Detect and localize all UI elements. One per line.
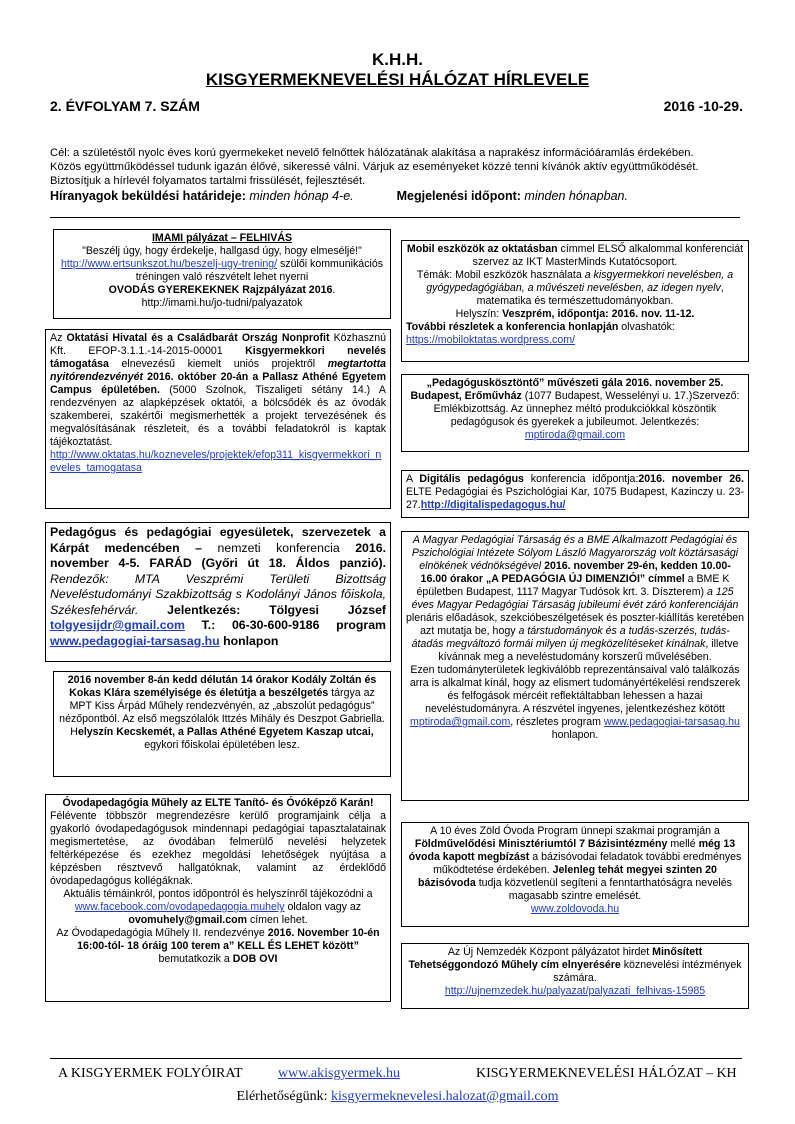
digital-t3: ELTE Pedagógiai és Pszichológiai Kar, 1075 Budapest, Kazinczy u. 23-27. — [406, 486, 744, 511]
intro-line-2: Közös együttműködéssel tudunk igazán élővé, sikeressé válni. Várjuk az eseményeket közzé tenni kívánók aktív együttműködését. — [50, 161, 699, 173]
mpt-t4: Ezen tudományterületek legkiválóbb reprezentánsaival való találkozás arra is alkalmat kínál, hogy az elismert tudományértékelési rendszerek és felfogások mércéit reflektáltabban lehessen a hazai neveléstudományra. A részvétel ingyenes, jelentkezéshez kötött — [409, 664, 741, 715]
mobil-box — [401, 240, 749, 362]
mobil-i1: a kisgyermekkori nevelésben, a gyógypedagógiában, a művészeti nevelésben, az idegen nyelv — [426, 269, 734, 294]
footer-journal: A KISGYERMEK FOLYÓIRAT — [58, 1066, 243, 1081]
mpt-i3: a társtudományok és a tudás-szerzés, tudás-átadás megváltozó formái milyen új megközelítéseket kínálnak — [411, 625, 730, 650]
mobil-t5: olvashatók: — [618, 321, 675, 333]
issue-date: 2016 -10-29. — [663, 98, 743, 114]
elte-t2: Aktuális témáinkról, pontos időpontról és helyszínről tájékozódni a — [63, 888, 373, 900]
intro-deadlines — [50, 189, 760, 203]
digital-t1: A — [406, 473, 420, 485]
imami-quote: "Beszélj úgy, hogy érdekelje, hallgasd úgy, hogy elmeséljé!" — [82, 245, 362, 257]
gala-box — [401, 374, 749, 452]
oh-box — [45, 329, 391, 509]
masthead-abbr: K.H.H. — [372, 50, 423, 69]
digital-link[interactable]: http://digitalispedagogus.hu/ — [420, 499, 566, 511]
ujnemzedek-t1: Az Új Nemzedék Központ pályázatot hirdet — [447, 946, 653, 958]
mpt-t6: honlapon. — [551, 729, 599, 741]
oh-t3: elnevezésű kiemelt uniós projektről — [108, 358, 328, 370]
elte-facebook-link[interactable]: www.facebook.com/ovodapedagogia.muhely — [74, 901, 285, 913]
mpt-email-link[interactable]: mptiroda@gmail.com — [410, 716, 511, 728]
ujnemzedek-link-wrap — [406, 985, 744, 998]
footer-web — [278, 1066, 400, 1082]
mpt-t2: plenáris előadások, szekcióbeszélgetések és poszter-kiállítás keretében azt mutatja be, hogy — [406, 612, 745, 637]
oh-t2: Közhasznú Kft. EFOP-3.1.1.-14-2015-00001 — [50, 332, 386, 357]
gala-t1: (1077 Budapest, Wesselényi u. 17.)Szervező: Emlékbizottság. Az ünnephez méltó produkciókkal köszöntik pedagógusok és gyerekek a jubileumot. Jelentkezés: — [433, 390, 740, 428]
imami-contest-dot: . — [332, 284, 336, 296]
zold-link-wrap — [406, 903, 744, 916]
zold-t2: mellé — [667, 838, 699, 850]
oh-t1: Az — [50, 332, 67, 344]
mpt-web-link[interactable]: www.pedagogiai-tarsasag.hu — [603, 716, 740, 728]
imami-title: IMAMI pályázat – FELHIVÁS — [151, 232, 293, 244]
karpat-web-link[interactable]: www.pedagogiai-tarsasag.hu — [50, 633, 220, 648]
footer-network: KISGYERMEKNEVELÉSI HÁLÓZAT – KH — [476, 1066, 737, 1081]
footer-contact-email[interactable]: kisgyermeknevelesi.halozat@gmail.com — [330, 1089, 559, 1104]
zold-b2: még 13 óvoda kapott megbízást — [408, 838, 736, 863]
zold-link[interactable]: www.zoldovoda.hu — [530, 903, 620, 915]
oh-link-wrap — [50, 449, 386, 475]
imami-link[interactable]: http://www.ertsunkszot.hu/beszelj-ugy-trening/ — [60, 258, 278, 270]
mobil-b1: Mobil eszközök az oktatásban — [406, 243, 558, 255]
deadline-label: Híranyagok beküldési határideje: — [50, 189, 246, 203]
mobil-topics — [406, 269, 744, 308]
karpat-b1: Pedagógus és pedagógiai egyesületek, szervezetek a Kárpát medencében – — [50, 525, 386, 555]
imami-text: szülői kommunikációs tréningen való részvételt lehet nyerni — [135, 258, 384, 283]
imami-contest-title: OVODÁS GYEREKEKNEK Rajzpályázat 2016 — [108, 284, 333, 296]
elte-t4: címen lehet. — [247, 914, 308, 926]
gala-email-link[interactable]: mptiroda@gmail.com — [524, 429, 626, 441]
mpt-b1: 2016. november 29-én, kedden 10.00-16.00 órakor „A PEDAGÓGIA ÚJ DIMENZIÓI” címmel — [420, 560, 731, 585]
mpt-t5: , részletes program — [510, 716, 604, 728]
elte-info — [50, 888, 386, 927]
mobil-b2: Veszprém, időpontja: 2016. nov. 11-12. — [502, 308, 695, 320]
digital-box — [401, 470, 749, 518]
karpat-b4: T.: 06-30-600-9186 program — [185, 618, 386, 632]
oh-b3: 2016. október 20-án a Pallasz Athéné Egyetem Campus épületében. — [50, 371, 386, 396]
zold-b1: Földművelődési Minisztériumtól 7 Bázisintézmény — [414, 838, 668, 850]
mpt-i2: a 125 éves Magyar Pedagógiai Társaság jubileumi évét záró konferenciáján — [411, 586, 739, 611]
mobil-b3: További részletek a konferencia honlapján — [406, 321, 619, 333]
oh-b1: Oktatási Hivatal és a Családbarát Ország Nonprofit — [66, 332, 330, 344]
oh-t4: (5000 Szolnok, Tiszaligeti sétány 14.) A rendezvényen az alapképzések oktatói, a bölcsődék és az óvodák szakemberei, szakértői megismerhették a projekt tervezésének és megvalósításának részleteit, és a további feladatokról is kaptak tájékoztatást. — [50, 384, 386, 448]
elte-box — [45, 794, 391, 1002]
zold-t1: A 10 éves Zöld Óvoda Program ünnepi szakmai programján a — [430, 825, 720, 837]
oh-b2: Kisgyermekkori nevelés támogatása — [50, 345, 386, 370]
intro-line-3: Biztosítjuk a hírlevél folyamatos tartalmi frissülését, fejlesztését. — [50, 175, 366, 187]
ujnemzedek-b1: Minősített Tehetséggondozó Műhely cím elnyerésére — [408, 946, 703, 971]
deadline-value: minden hónap 4-e. — [249, 189, 354, 203]
gala-b1: „Pedagóguskösztöntő” művészeti gála 2016. november 25. Budapest, Erőművház — [410, 377, 724, 402]
footer-web-link[interactable]: www.akisgyermek.hu — [278, 1066, 400, 1081]
elte-b2: DOB OVI — [232, 953, 278, 965]
publish-label: Megjelenési időpont: — [396, 189, 521, 203]
mobil-t4: Helyszín: — [455, 308, 503, 320]
digital-b2: 2016. november 26. — [638, 473, 744, 485]
elte-b1: 2016. November 10-én 16:00-tól- 18 óráig 100 terem a” KELL ÉS LEHET között” — [77, 927, 380, 952]
intro-line-1: Cél: a születéstől nyolc éves korú gyermekeket nevelő felnőttek hálózatának alakítása a naprakész információáramlás érdekében. — [50, 147, 694, 159]
kodaly-box — [53, 671, 391, 777]
karpat-t1: nemzeti konferencia — [202, 540, 356, 555]
mpt-t3: , illetve kívánnak meg a neveléstudomány korszerű művelésében. — [438, 638, 739, 663]
karpat-b3: Jelentkezés: Tölgyesi József — [138, 602, 386, 617]
ujnemzedek-box — [401, 943, 749, 1009]
kodaly-t1: tárgya az MPT Kiss Árpád Műhely rendezvényén, az „abszolút pedagógus” nézőpontból. Az első megszólalók Ittzés Mihály és Deszpot Gabriella. H — [59, 687, 385, 738]
kodaly-t2: egykori főiskolai épületében lesz. — [144, 739, 300, 751]
masthead-title — [0, 70, 795, 90]
mobil-t1: címmel ELSŐ alkalommal konferenciát szervez az IKT MasterMinds Kutatócsoport. — [472, 243, 744, 268]
elte-email: ovomuhely@gmail.com — [128, 914, 247, 926]
digital-t2: konferencia időpontja: — [523, 473, 639, 485]
issue-number: 2. ÉVFOLYAM 7. SZÁM — [50, 98, 200, 114]
oh-bi1: megtartotta nyitórendezvényét — [50, 358, 386, 383]
mobil-venue — [406, 308, 744, 321]
imami-box — [53, 229, 391, 319]
kodaly-b1: 2016 november 8-án kedd délután 14 órakor Kodály Zoltán és Kokas Klára személyisége és életútja a beszélgetés — [67, 674, 377, 699]
mpt-more — [406, 664, 744, 742]
imami-contest — [58, 284, 386, 297]
elte-t3: oldalon vagy az — [284, 901, 362, 913]
ujnemzedek-link[interactable]: http://ujnemzedek.hu/palyazat/palyazati_felhivas-15985 — [444, 985, 706, 997]
mobil-link[interactable]: https://mobiloktatas.wordpress.com/ — [406, 334, 575, 346]
kodaly-b2: elyszín Kecskemét, a Pallas Athéné Egyetem Kaszap utcai, — [77, 726, 374, 738]
elte-t5: Az Óvodapedagógia Műhely II. rendezvénye — [56, 927, 268, 939]
mpt-t1: a BME K épületben Budapest, 1117 Magyar Tudósok krt. 3. Díszterem) — [416, 573, 730, 598]
elte-t1: Félévente többször megrendezésre kerülő programjaink célja a gyakorló óvodapedagógusok mindennapi pedagógiai tapasztalatainak megismertetése, az óvodában felmerülő nevelési helyzetek feltérképezése és ezekhez megoldási lehetőségek nyújtása a képzésben résztvevő hallgatóknak, valamint az érdeklődő óvodapedagógus kollégáknak. — [50, 810, 386, 887]
footer-contact-label: Elérhetőségünk: — [236, 1089, 328, 1104]
mobil-more — [406, 321, 744, 347]
digital-b1: Digitális pedagógus — [419, 473, 524, 485]
karpat-b5: honlapon — [219, 633, 279, 648]
zold-box — [401, 822, 749, 927]
intro — [50, 146, 760, 203]
imami-body — [58, 258, 386, 284]
elte-event — [50, 927, 386, 966]
karpat-b2: 2016. november 4-5. FARÁD (Győri út 18. Áldos panzió). — [50, 540, 386, 570]
header-divider — [50, 217, 740, 218]
imami-url: http://imami.hu/jo-tudni/palyazatok — [141, 297, 303, 309]
ujnemzedek-t2: köznevelési intézmények számára. — [553, 959, 742, 984]
mobil-t3: , matematika és természettudományokban. — [476, 282, 724, 307]
mpt-box — [401, 531, 749, 801]
karpat-email-link[interactable]: tolgyesijdr@gmail.com — [50, 618, 185, 632]
footer-divider — [50, 1058, 742, 1059]
zold-b3: Jelenleg tehát megyei szinten 20 bázisóvoda — [418, 864, 717, 889]
zold-t3: a bázisóvodai feladatok további eredményes működtetése érdekében. — [433, 851, 742, 876]
elte-title: Óvodapedagógia Műhely az ELTE Tanító- és Óvóképző Karán! — [62, 797, 374, 809]
mobil-t2: Témák: Mobil eszközök használata — [416, 269, 585, 281]
oh-link[interactable]: http://www.oktatas.hu/kozneveles/projektek/efop311_kisgyermekkori_neveles_tamogatasa — [50, 449, 382, 474]
mpt-i1: A Magyar Pedagógiai Társaság és a BME Alkalmazott Pedagógiai és Pszichológiai Intézete Sólyom László Magyarország volt köztársasági elnökének védnökségével — [411, 534, 739, 572]
masthead-title-text: KISGYERMEKNEVELÉSI HÁLÓZAT HÍRLEVELE — [205, 70, 590, 89]
zold-t4: tudja közvetlenül segíteni a fenntarthatóságra nevelés magasabb szintre emelését. — [475, 877, 732, 902]
publish-value: minden hónapban. — [524, 189, 628, 203]
karpat-i1: Rendezők: MTA Veszprémi Területi Bizottság Neveléstudományi Szakbizottság s Kodolányi János főiskola, Székesfehérvár. — [50, 571, 386, 617]
karpat-box — [45, 522, 391, 662]
footer-contact — [0, 1089, 795, 1105]
elte-t6: bemutatkozik a — [158, 953, 233, 965]
